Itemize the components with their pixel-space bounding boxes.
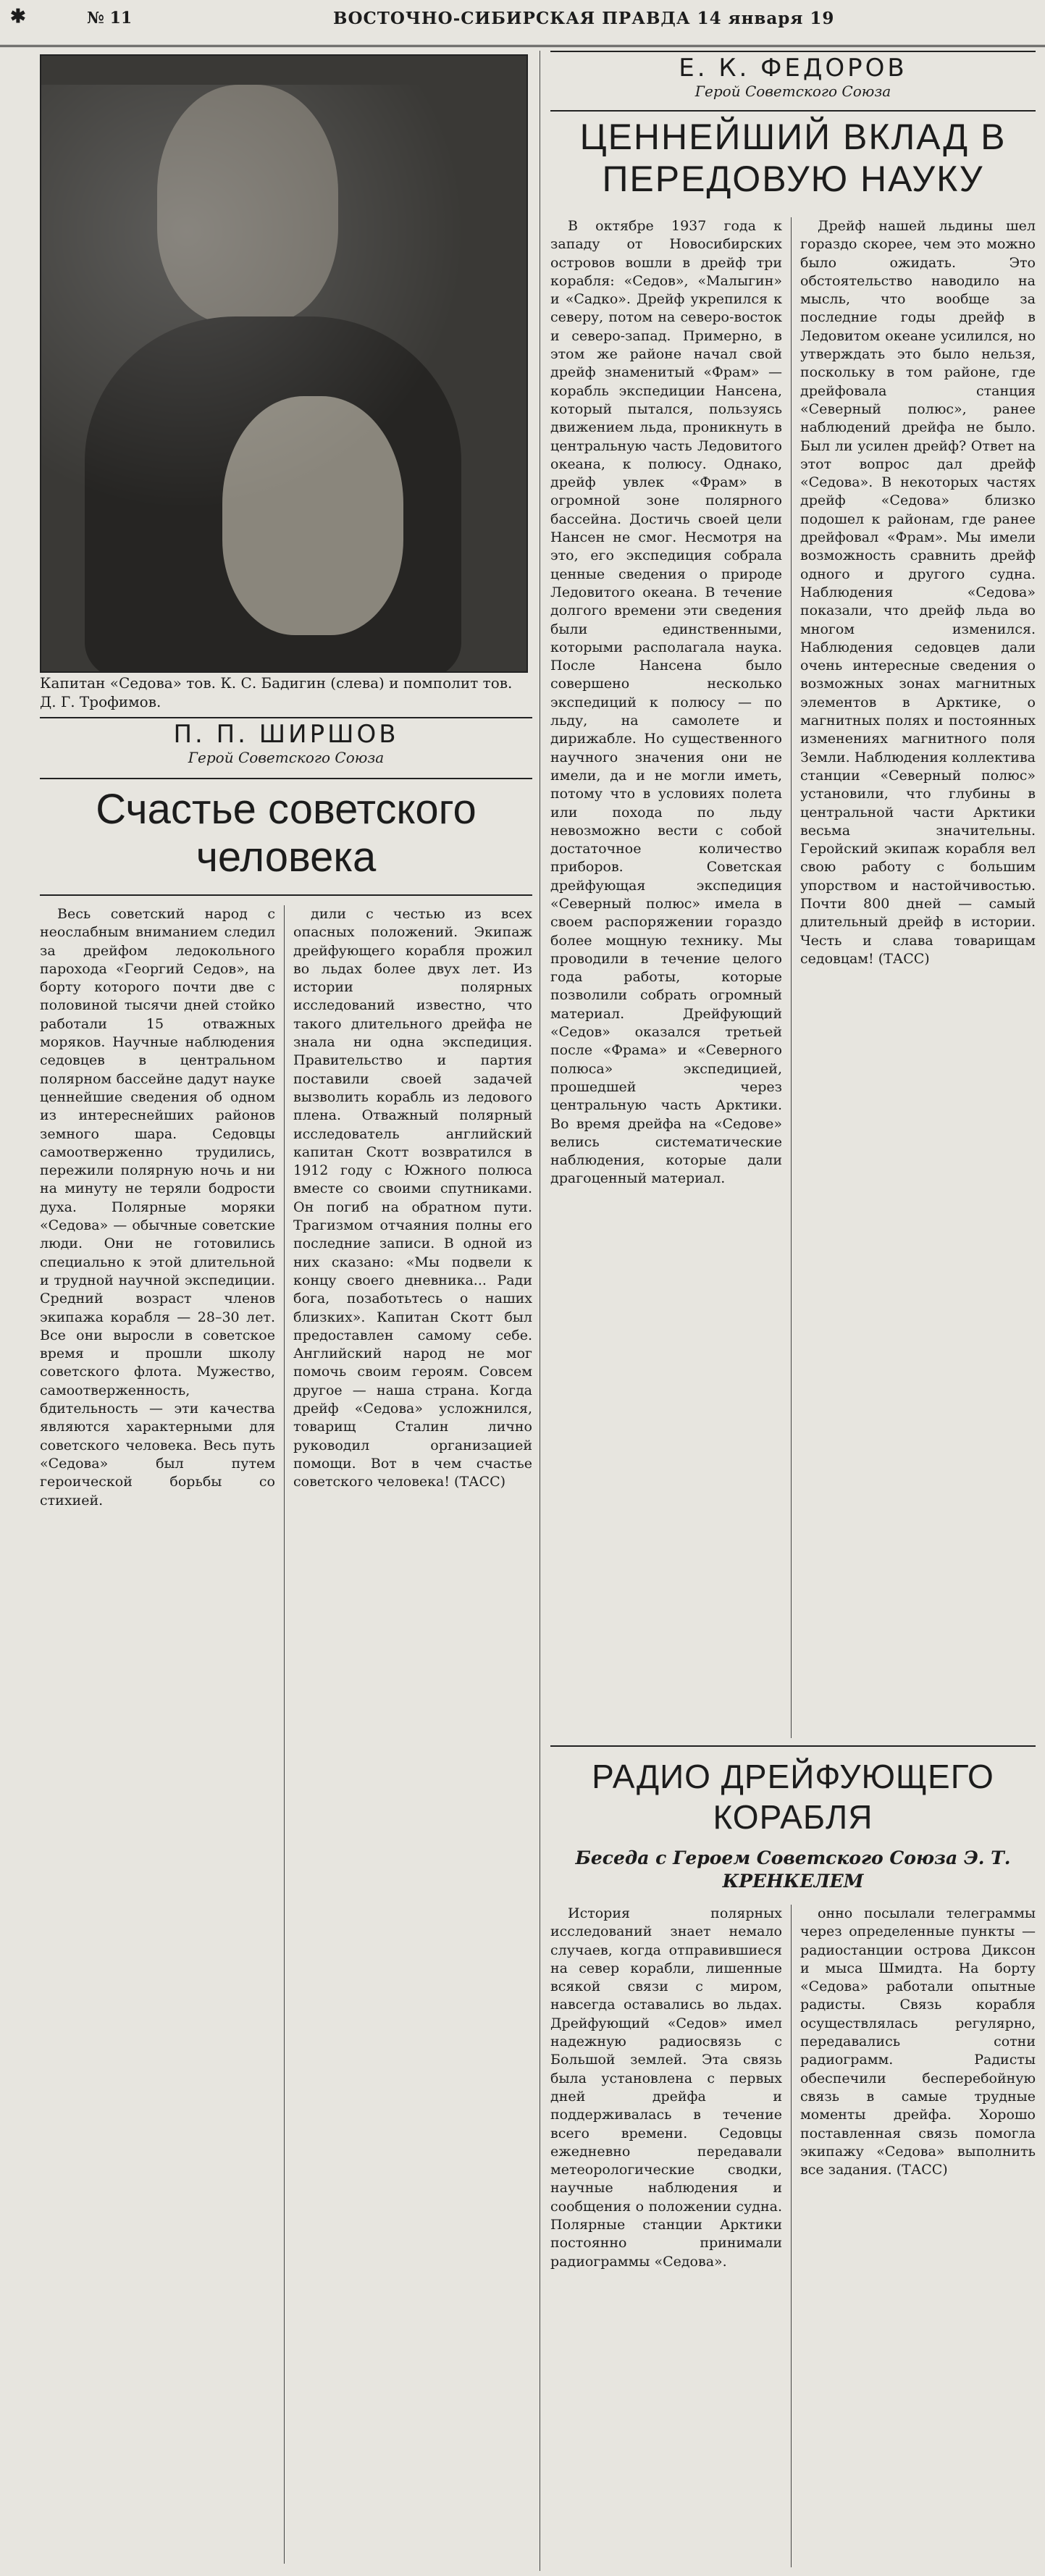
krenkel-text-1: История полярных исследований знает немало случаев, когда отправившиеся на север корабли, лишенные всякой связи с миром, навсегда оставались во льдах. Дрейфующий «Седов» имел надежную радиосвязь с Большой землей. Эта связь была установлена с первых дней дрейфа и поддерживалась в течение всего времени. Седовцы ежедневно передавали метеорологические сводки, научные наблюдения и сообщения о положении судна. Полярные станции Арктики постоянно принимали радиограммы «Седова». [550,1905,782,2270]
shirshov-column-2 [293,905,532,2564]
shirshov-column-1 [40,905,275,2564]
shirshov-text-2: дили с честью из всех опасных положений. Экипаж дрейфующего корабля прожил во льдах более двух лет. Из истории полярных исследований известно, что такого длительного дрейфа не знала ни одна экспедиция. Правительство и партия поставили своей задачей вызволить корабль из ледового плена. Отважный полярный исследователь английский капитан Скотт возвратился в 1912 году с Южного полюса вместе со своими спутниками. Он погиб на обратном пути. Трагизмом отчаяния полны его последние записи. В одной из них сказано: «Мы подвели к концу своего дневника... Ради бога, позаботьтесь о наших близких». Капитан Скотт был предоставлен самому себе. Английский народ не мог помочь своим героям. Совсем другое — наша страна. Когда дрейф «Седова» усложнился, товарищ Сталин лично руководил организацией помощи. Вот в чем счастье советского человека! (ТАСС) [293,906,532,1490]
fedorov-author-title: Герой Советского Союза [694,83,891,100]
shirshov-headline: Счастье советского человека [96,786,477,881]
masthead [0,0,1045,47]
fedorov-byline [550,51,1036,112]
shirshov-author-title: Герой Советского Союза [188,749,385,766]
krenkel-text-2: онно посылали телеграммы через определенные пункты — радиостанции острова Диксон и мыса Шмидта. На борту «Седова» работали опытные радисты. Связь корабля осуществлялась регулярно, передавались сотни радиограмм. Радисты обеспечили бесперебойную связь в самые трудные моменты дрейфа. Хорошо поставленная связь помогла экипажу «Седова» выполнить все задания. (ТАСС) [800,1905,1036,2178]
fedorov-text-2: Дрейф нашей льдины шел гораздо скорее, чем это можно было ожидать. Это обстоятельство наводило на мысль, что вообще за последние годы дрейф в Ледовитом океане усилился, но утверждать это было нельзя, поскольку в том районе, где дрейфовала станция «Северный полюс», ранее наблюдений дрейфа не было. Был ли усилен дрейф? Ответ на этот вопрос дал дрейф «Седова». В некоторых частях дрейф «Седова» близко подошел к районам, где ранее дрейфовал «Фрам». Мы имели возможность сравнить дрейф одного и другого судна. Наблюдения «Седова» показали, что дрейф льда во многом изменился. Наблюдения седовцев дали очень интересные сведения о возможных зонах магнитных элементов в Арктике, о магнитных полях и постоянных изменениях магнитного поля Земли. Наблюдения коллектива станции «Северный полюс» установили, что глубины в центральной части Арктики весьма значительны. Геройский экипаж корабля вел свою работу с большим упорством и настойчивостью. Почти 800 дней — самый длительный дрейф в истории. Честь и слава товарищам седовцам! (ТАСС) [800,218,1036,967]
fedorov-text-1: В октябре 1937 года к западу от Новосибирских островов вошли в дрейф три корабля: «Седов», «Малыгин» и «Садко». Дрейф укрепился к северу, потом на северо-восток и северо-запад. Примерно, в этом же районе начал свой дрейф знаменитый «Фрам» — корабль экспедиции Нансена, который пытался, пользуясь движением льда, проникнуть в центральную часть Ледовитого океана, к полюсу. Однако, дрейф увлек «Фрам» в огромной зоне полярного бассейна. Достичь своей цели Нансен не смог. Несмотря на это, его экспедиция собрала ценные сведения о природе Ледовитого океана. В течение долгого времени эти сведения были единственными, которыми располагала наука. После Нансена было совершено несколько экспедиций к полюсу — по льду, на самолете и дирижабле. Но существенного научного значения они не имели, да и не могли иметь, потому что в условиях полета или похода по льду невозможно вести с собой достаточное количество приборов. Советская дрейфующая экспедиция «Северный полюс» имела в своем распоряжении гораздо более мощную технику. Мы проводили в течение целого года работы, которые позволили собрать огромный материал. Дрейфующий «Седов» оказался третьей после «Фрама» и «Северного полюса» экспедицией, прошедшей через центральную часть Арктики. Во время дрейфа на «Седове» велись систематические наблюдения, которые дали драгоценный материал. [550,218,782,1187]
shirshov-text-1: Весь советский народ с неослабным вниманием следил за дрейфом ледокольного парохода «Георгий Седов», на борту которого почти две с половиной тысячи дней стойко работали 15 отважных моряков. Научные наблюдения седовцев в центральном полярном бассейне дадут науке ценнейшие сведения об одном из интереснейших районов земного шара. Седовцы самоотверженно трудились, пережили полярную ночь и ни на минуту не теряли бодрости духа. Полярные моряки «Седова» — обычные советские люди. Они не готовились специально к этой длительной и трудной научной экспедиции. Средний возраст членов экипажа корабля — 28–30 лет. Все они выросли в советское время и прошли школу советского флота. Мужество, самоотверженность, бдительность — эти качества являются характерными для советского человека. Весь путь «Седова» был путем героической борьбы со стихией. [40,906,275,1509]
issue-number: № 11 [87,9,133,28]
shirshov-author: П. П. ШИРШОВ [173,720,399,749]
decorative-star-icon: ✱ [10,6,27,28]
krenkel-headline: РАДИО ДРЕЙФУЮЩЕГО КОРАБЛЯ [592,1758,994,1836]
fedorov-column-1 [550,217,782,1738]
fedorov-column-2 [800,217,1036,1738]
photo-caption: Капитан «Седова» тов. К. С. Бадигин (слева) и помполит тов. Д. Г. Трофимов. [40,674,513,710]
shirshov-byline [40,717,532,779]
portrait-photo [40,54,528,673]
krenkel-column-1 [550,1905,782,2567]
krenkel-column-2 [800,1905,1036,2567]
fedorov-author: Е. К. ФЕДОРОВ [679,54,907,83]
fedorov-headline: ЦЕННЕЙШИЙ ВКЛАД В ПЕРЕДОВУЮ НАУКУ [579,117,1007,199]
newspaper-title: ВОСТОЧНО-СИБИРСКАЯ ПРАВДА 14 января 19 [333,9,835,28]
krenkel-subtitle: Беседа с Героем Советского Союза Э. Т. КРЕНКЕЛЕМ [575,1847,1011,1892]
